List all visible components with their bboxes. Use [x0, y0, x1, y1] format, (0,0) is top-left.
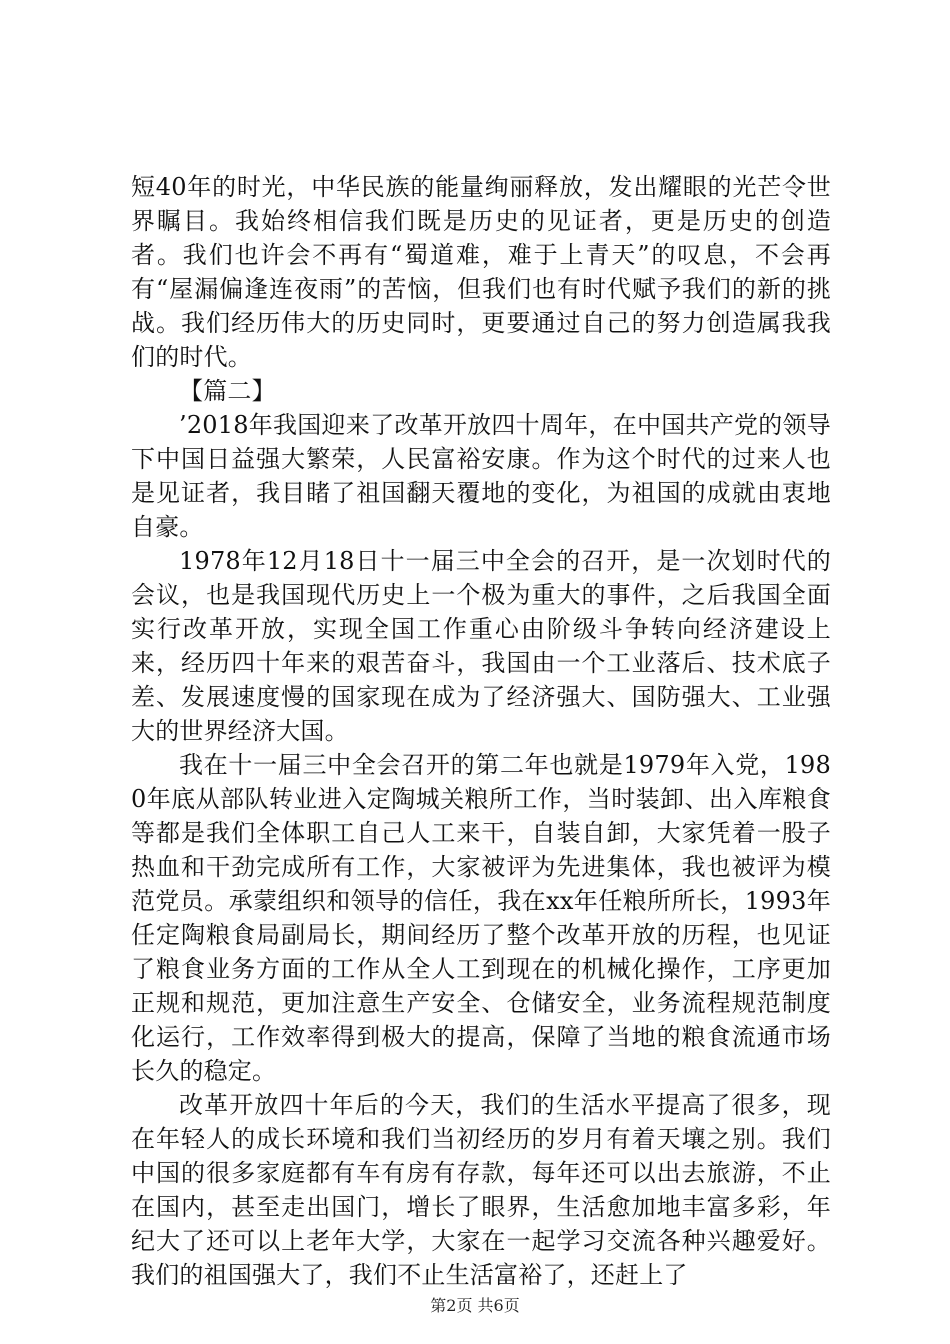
paragraph: 1978年12月18日十一届三中全会的召开，是一次划时代的会议，也是我国现代历史上一个极为重大的事件，之后我国全面实行改革开放，实现全国工作重心由阶级斗争转向经济建设上来，经历四十年来的艰苦奋斗，我国由一个工业落后、技术底子差、发展速度慢的国家现在成为了经济强大、国防强大、工业强大的世界经济大国。 [131, 547, 831, 745]
page-number-footer: 第2页 共6页 [430, 1296, 520, 1315]
paragraph-continuation: 短40年的时光，中华民族的能量绚丽释放，发出耀眼的光芒令世界瞩目。我始终相信我们既是历史的见证者，更是历史的创造者。我们也许会不再有“蜀道难，难于上青天”的叹息，不会再有“屋漏偏逢连夜雨”的苦恼，但我们也有时代赋予我们的新的挑战。我们经历伟大的历史同时，更要通过自己的努力创造属我我们的时代。 [131, 173, 831, 371]
paragraph: 我在十一届三中全会召开的第二年也就是1979年入党，1980年底从部队转业进入定陶城关粮所工作，当时装卸、出入库粮食等都是我们全体职工自己人工来干，自装自卸，大家凭着一股子热血和干劲完成所有工作，大家被评为先进集体，我也被评为模范党员。承蒙组织和领导的信任，我在xx年任粮所所长，1993年任定陶粮食局副局长，期间经历了整个改革开放的历程，也见证了粮食业务方面的工作从全人工到现在的机械化操作，工序更加正规和规范，更加注意生产安全、仓储安全，业务流程规范制度化运行，工作效率得到极大的提高，保障了当地的粮食流通市场长久的稳定。 [131, 751, 831, 1085]
paragraph: 改革开放四十年后的今天，我们的生活水平提高了很多，现在年轻人的成长环境和我们当初经历的岁月有着天壤之别。我们中国的很多家庭都有车有房有存款，每年还可以出去旅游，不止在国内，甚至走出国门，增长了眼界，生活愈加地丰富多彩，年纪大了还可以上老年大学，大家在一起学习交流各种兴趣爱好。我们的祖国强大了，我们不止生活富裕了，还赶上了 [131, 1091, 831, 1289]
paragraph: ’2018年我国迎来了改革开放四十周年，在中国共产党的领导下中国日益强大繁荣，人民富裕安康。作为这个时代的过来人也是见证者，我目睹了祖国翻天覆地的变化，为祖国的成就由衷地自豪。 [131, 411, 831, 541]
document-body [131, 170, 831, 1292]
section-heading: 【篇二】 [179, 377, 276, 405]
